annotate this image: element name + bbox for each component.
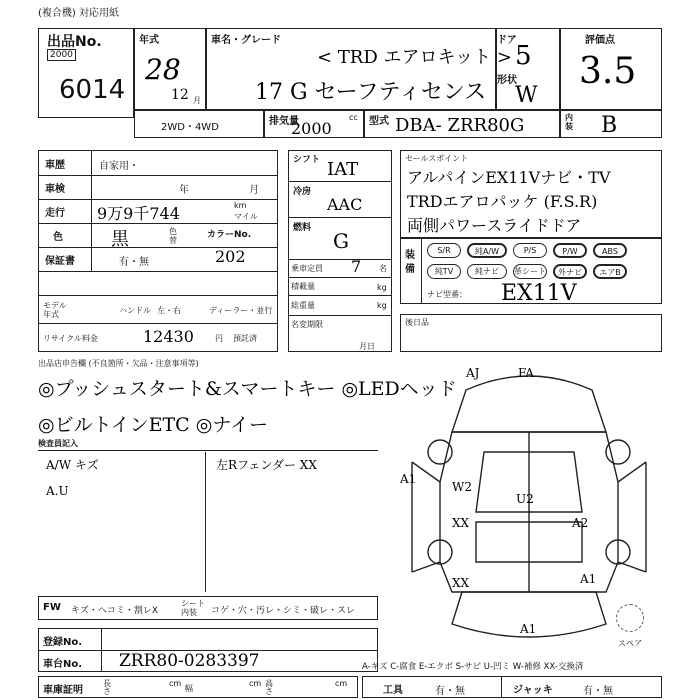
ac-value: AAC [327, 195, 363, 214]
equipment-option: P/W [553, 243, 587, 258]
registration-label: 登録No. [43, 637, 83, 648]
diag-mark-a2: A2 [572, 516, 589, 530]
year-month-unit: 月 [193, 96, 201, 105]
damage-legend: A-キズ C-腐食 E-エクボ S-サビ U-凹ミ W-補修 XX-交換済 [362, 662, 584, 672]
gross-unit: kg [377, 301, 387, 310]
load-label: 積載量 [291, 282, 315, 291]
drive: 2WD・4WD [161, 122, 219, 133]
type-box [364, 110, 560, 138]
remarks-box [400, 314, 662, 352]
capacity-label: 乗車定員 [291, 264, 323, 273]
header-title: (複合機) 対応用紙 [38, 8, 119, 19]
car-model: 17 G セーフティセンス [255, 80, 487, 105]
doors-box [496, 28, 560, 110]
chassis-value: ZRR80-0283397 [119, 651, 260, 671]
diag-mark-fa: FA [518, 366, 534, 380]
tools-value: 有・無 [435, 686, 465, 697]
shape-label: 形状 [497, 75, 517, 86]
dealer-label: ディーラー・並行 [209, 306, 273, 315]
score-value: 3.5 [579, 51, 637, 92]
chassis-label: 車台No. [43, 659, 83, 670]
equipment-option: 革シート [513, 264, 547, 279]
color-code-label: カラーNo. [207, 230, 252, 240]
lot-badge: 2000 [47, 49, 76, 61]
warranty-label: 保証書 [45, 256, 75, 267]
gross-label: 総重量 [291, 301, 315, 310]
inspection-label: 車検 [45, 184, 65, 195]
cert-unit-2: cm [249, 679, 262, 688]
interior-label: 内装 [565, 113, 573, 131]
sales-point-1: アルパインEX11Vナビ・TV [407, 168, 611, 187]
cert-label: 車庫証明 [43, 685, 83, 696]
year-label: 年式 [139, 35, 159, 46]
handle-label: ハンドル [119, 306, 151, 315]
mileage-km: km [234, 201, 247, 210]
car-grade: < TRD エアロキット > [317, 47, 512, 68]
equipment-box [400, 238, 662, 304]
recycle-unit: 円 [215, 334, 223, 343]
diag-mark-a1-right: A1 [580, 572, 597, 586]
registration-box [38, 628, 378, 672]
fuel-value: G [333, 229, 349, 253]
mileage-mile: マイル [234, 212, 258, 221]
diag-mark-xx-1: XX [452, 516, 470, 530]
history-label: 車歴 [45, 160, 65, 171]
history-value: 自家用・ [99, 161, 139, 172]
sales-point-3: 両側パワースライドドア [407, 216, 582, 235]
sales-label: セールスポイント [405, 154, 469, 163]
diag-mark-aj: AJ [466, 366, 480, 380]
ac-label: 冷房 [293, 187, 312, 197]
expiry-unit: 月日 [359, 342, 375, 351]
capacity-value: 7 [351, 257, 362, 276]
equipment-option: 純A/W [467, 243, 507, 258]
year-box [134, 28, 206, 110]
left-table [38, 150, 278, 352]
cert-unit-3: cm [335, 679, 348, 688]
diag-mark-a1-bottom: A1 [520, 622, 537, 636]
equipment-label: 装備 [405, 250, 415, 275]
equipment-option: 純TV [427, 264, 461, 279]
engine-box [264, 110, 364, 138]
fw-label: FW [43, 602, 61, 613]
car-name-label: 車名・グレード [211, 35, 281, 46]
inspector-right-1: 左Rフェンダー XX [216, 458, 317, 472]
equipment-option: ABS [593, 243, 627, 258]
inspection-year: 年 [179, 185, 189, 196]
sales-box [400, 150, 662, 238]
doors-value: 5 [515, 41, 532, 71]
equipment-option: エアB [593, 264, 627, 279]
diag-mark-xx-2: XX [452, 576, 470, 590]
notes-line-2: ◎ビルトインETC ◎ナイー [38, 414, 268, 436]
equipment-option: S/R [427, 243, 461, 258]
equipment-option: P/S [513, 243, 547, 258]
color-change: 色替 [169, 227, 177, 245]
doors-label: ドア [497, 35, 517, 46]
tools-box [362, 676, 662, 698]
nav-value: EX11V [501, 281, 577, 306]
fw-box [38, 596, 378, 620]
inspector-left-1: A/W キズ [46, 458, 99, 472]
engine-label: 排気量 [269, 116, 299, 127]
mileage-value: 9万9千744 [97, 204, 180, 223]
recycle-label: リサイクル料金 [43, 334, 98, 343]
score-box [560, 28, 662, 110]
inspection-month: 月 [249, 185, 259, 196]
type-value: DBA- ZRR80G [395, 115, 525, 136]
spare-label: スペア [618, 639, 642, 648]
capacity-unit: 名 [379, 264, 387, 273]
year-month: 12 [171, 87, 189, 103]
interior-value: B [601, 113, 618, 138]
notes-label: 出品店申告欄 (不良箇所・欠品・注意事項等) [38, 359, 199, 368]
diag-mark-w2: W2 [452, 480, 472, 494]
equipment-option: 外ナビ [553, 264, 587, 279]
shape-value: W [515, 83, 538, 108]
handle-value: 左・右 [157, 306, 181, 315]
lot-number: 6014 [59, 75, 126, 105]
cert-box [38, 676, 358, 698]
lot-box [38, 28, 134, 118]
type-label: 型式 [369, 116, 389, 127]
notes-line-1: ◎プッシュスタート&スマートキー ◎LEDヘッド [38, 378, 457, 400]
nav-label: ナビ型番： [427, 290, 467, 299]
drive-box [134, 110, 264, 138]
middle-table [288, 150, 392, 352]
recycle-note: 預託済 [233, 334, 257, 343]
load-unit: kg [377, 283, 387, 292]
year-value: 28 [145, 53, 181, 86]
mileage-label: 走行 [45, 208, 65, 219]
engine-value: 2000 [291, 119, 332, 138]
fuel-label: 燃料 [293, 223, 312, 233]
spare-tire-icon [616, 604, 644, 632]
cert-height: 高さ [265, 679, 273, 696]
remarks-label: 後日品 [405, 318, 429, 327]
shift-value: IAT [327, 159, 359, 180]
score-label: 評価点 [585, 35, 615, 46]
cert-length: 長さ [103, 679, 111, 696]
diag-mark-u2: U2 [516, 492, 534, 506]
jack-label: ジャッキ [513, 685, 553, 696]
tools-label: 工具 [383, 685, 403, 696]
color-label: 色 [53, 232, 63, 243]
seat-items: コゲ・穴・汚レ・シミ・破レ・スレ [211, 606, 356, 616]
recycle-value: 12430 [143, 327, 194, 346]
fw-items: キズ・ヘコミ・割レX [71, 606, 158, 616]
seat-label: シート内装 [181, 599, 205, 617]
inspector-left-2: A.U [46, 484, 69, 498]
cert-width: 幅 [185, 684, 193, 693]
diag-mark-a1-left: A1 [400, 472, 417, 486]
interior-box [560, 110, 662, 138]
expiry-label: 名変期限 [291, 320, 323, 329]
shift-label: シフト [293, 155, 321, 165]
inspector-label: 検査員記入 [38, 439, 78, 448]
sales-point-2: TRDエアロパッケ (F.S.R) [407, 192, 598, 211]
lot-label: 出品No. [47, 34, 102, 50]
cert-unit-1: cm [169, 679, 182, 688]
model-year-label: モデル年式 [43, 301, 67, 319]
color-code: 202 [215, 247, 246, 266]
jack-value: 有・無 [583, 686, 613, 697]
equipment-option: 純ナビ [467, 264, 507, 279]
engine-unit: cc [349, 113, 358, 122]
warranty-value: 有・無 [119, 257, 149, 268]
color-value: 黒 [111, 229, 129, 250]
